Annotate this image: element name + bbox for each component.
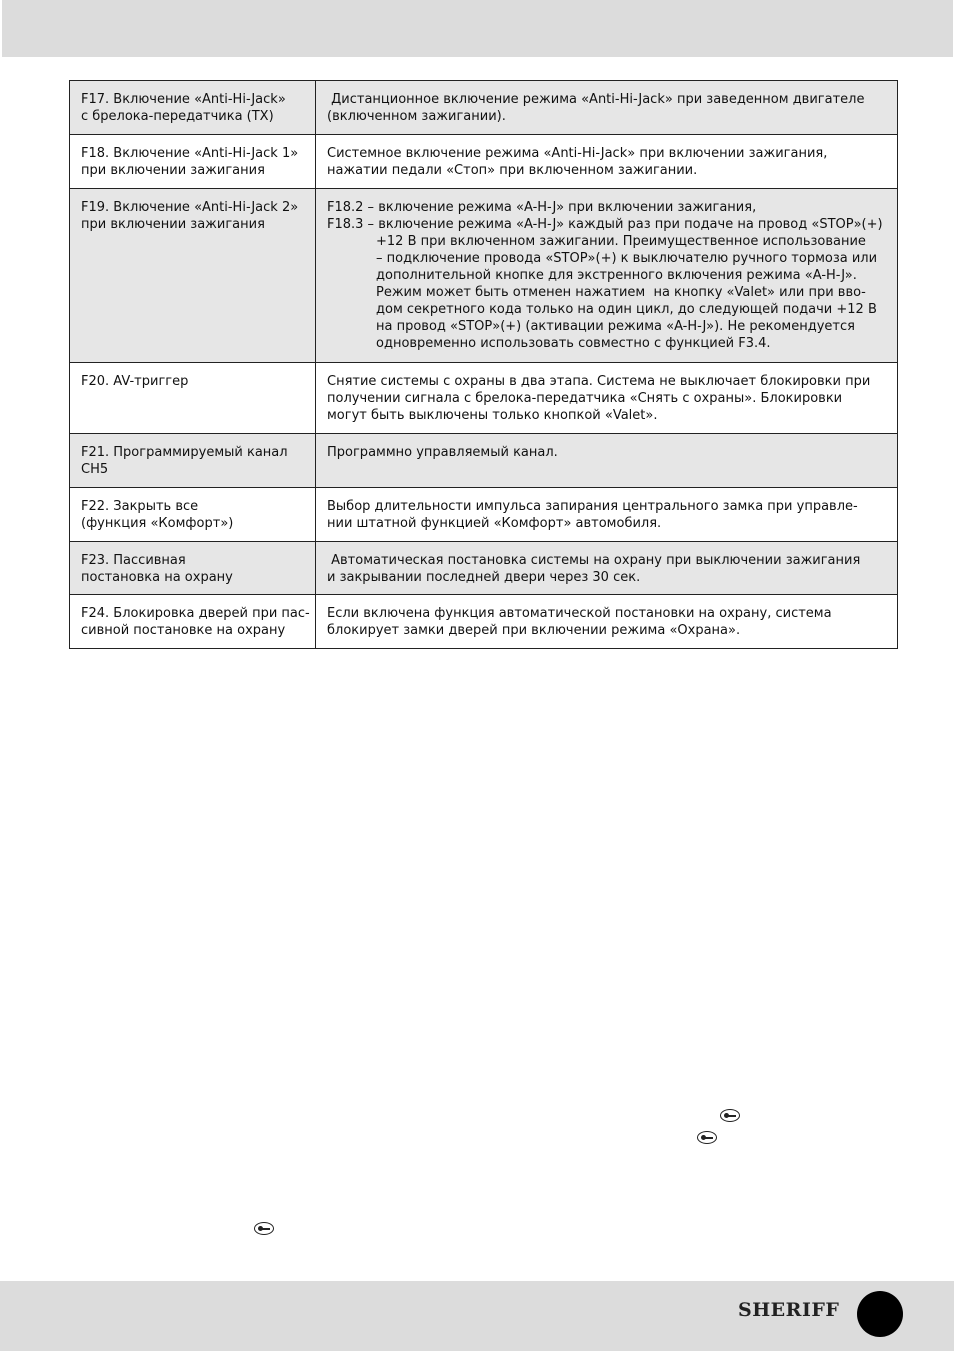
table-row [70, 135, 898, 189]
function-name-cell: F21. Программируемый канал CH5 [70, 434, 316, 488]
function-description-cell: Снятие системы с охраны в два этапа. Система не выключает блокировки при получении сигнала с брелока-передатчика «Снять с охраны». Блокировки могут быть выключены только кнопкой «Valet». [316, 363, 898, 434]
function-description-cell: Дистанционное включение режима «Anti-Hi-Jack» при заведенном двигателе (включенном зажигании). [316, 81, 898, 135]
function-name-cell: F22. Закрыть все (функция «Комфорт») [70, 488, 316, 542]
function-description-cell: Выбор длительности импульса запирания центрального замка при управле- нии штатной функцией «Комфорт» автомобиля. [316, 488, 898, 542]
function-table [69, 80, 898, 649]
function-description-cell: Системное включение режима «Anti-Hi-Jack» при включении зажигания, нажатии педали «Стоп» при включенном зажигании. [316, 135, 898, 189]
brand-logo: SHERIFF [738, 1299, 840, 1321]
table-row [70, 189, 898, 363]
table-row [70, 81, 898, 135]
table-row [70, 434, 898, 488]
table-row [70, 488, 898, 542]
key-icon [697, 1131, 717, 1144]
function-name-cell: F19. Включение «Anti-Hi-Jack 2» при включении зажигания [70, 189, 316, 363]
function-description-cell: Автоматическая постановка системы на охрану при выключении зажигания и закрывании последней двери через 30 сек. [316, 542, 898, 595]
table-row [70, 363, 898, 434]
function-name-cell: F18. Включение «Anti-Hi-Jack 1» при включении зажигания [70, 135, 316, 189]
function-description-cell: Программно управляемый канал. [316, 434, 898, 488]
key-icon [254, 1222, 274, 1235]
function-description-cell: Если включена функция автоматической постановки на охрану, система блокирует замки дверей при включении режима «Охрана». [316, 595, 898, 649]
page-number-badge [857, 1291, 903, 1337]
function-name-cell: F20. AV-триггер [70, 363, 316, 434]
header-band [2, 0, 953, 57]
function-name-cell: F24. Блокировка дверей при пас- сивной постановке на охрану [70, 595, 316, 649]
function-name-cell: F17. Включение «Anti-Hi-Jack» с брелока-передатчика (TX) [70, 81, 316, 135]
table-row [70, 595, 898, 649]
function-name-cell: F23. Пассивная постановка на охрану [70, 542, 316, 595]
table-row [70, 542, 898, 595]
function-description-cell: F18.2 – включение режима «A-H-J» при включении зажигания, F18.3 – включение режима «A-H-J» каждый раз при подаче на провод «STOP»(+) +12 В при включенном зажигании. Преимущественное использование – подключение провода «STOP»(+) к выключателю ручного тормоза или дополнительной кнопке для экстренного включения режима «A-H-J». Режим может быть отменен нажатием на кнопку «Valet» или при вво- дом секретного кода только на один цикл, до следующей подачи +12 В на провод «STOP»(+) (активации режима «A-H-J»). Не рекомендуется одновременно использовать совместно с функцией F3.4. [316, 189, 898, 363]
key-icon [720, 1109, 740, 1122]
